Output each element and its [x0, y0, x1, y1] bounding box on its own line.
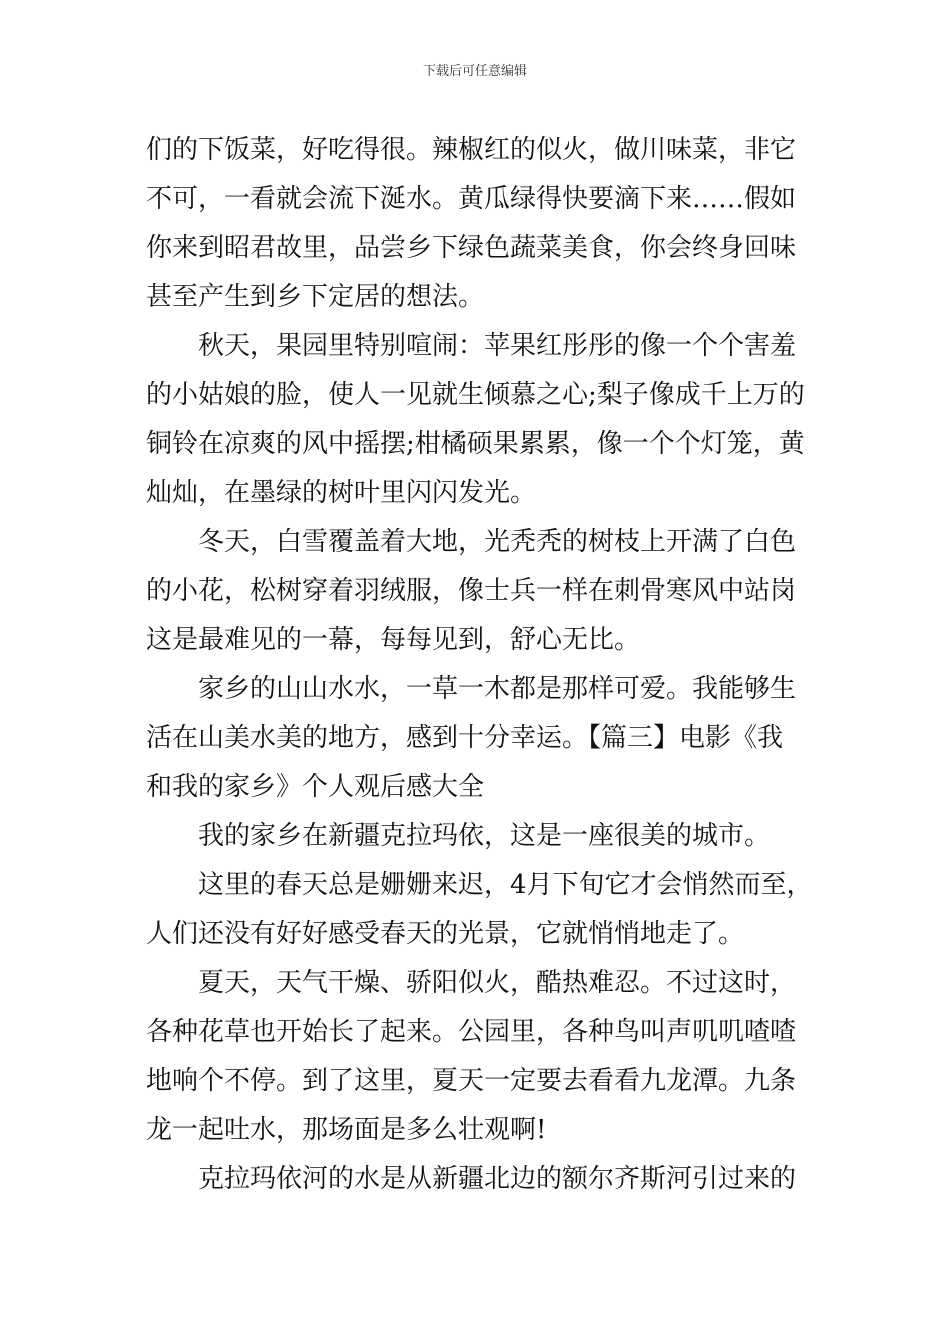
text-line-5: 秋天，果园里特别喧闹：苹果红彤彤的像一个个害羞 [198, 331, 797, 361]
text-line-20: 地响个不停。到了这里，夏天一定要去看看九龙潭。九条 [146, 1066, 797, 1096]
text-line-8: 灿灿，在墨绿的树叶里闪闪发光。 [146, 478, 537, 508]
document-body [146, 126, 813, 1204]
text-line-17: 人们还没有好好感受春天的光景，它就悄悄地走了。 [146, 919, 745, 949]
text-line-11: 这是最难见的一幕，每每见到，舒心无比。 [146, 625, 641, 655]
text-line-13: 活在山美水美的地方，感到十分幸运。【篇三】电影《我 [146, 723, 784, 753]
text-line-7: 铜铃在凉爽的风中摇摆;柑橘硕果累累，像一个个灯笼，黄 [146, 429, 805, 459]
text-line-2: 不可，一看就会流下涎水。黄瓜绿得快要滴下来……假如 [146, 184, 797, 214]
text-line-3: 你来到昭君故里，品尝乡下绿色蔬菜美食，你会终身回味 [146, 233, 797, 263]
text-line-1: 们的下饭菜，好吃得很。辣椒红的似火，做川味菜，非它 [146, 135, 797, 165]
text-line-22: 克拉玛依河的水是从新疆北边的额尔齐斯河引过来的 [198, 1164, 797, 1194]
text-line-21: 龙一起吐水，那场面是多么壮观啊! [146, 1115, 547, 1145]
text-line-15: 我的家乡在新疆克拉玛依，这是一座很美的城市。 [198, 821, 771, 851]
page-header: 下载后可任意编辑 [422, 64, 527, 79]
text-line-9: 冬天，白雪覆盖着大地，光秃秃的树枝上开满了白色 [198, 527, 797, 557]
text-line-6: 的小姑娘的脸，使人一见就生倾慕之心;梨子像成千上万的 [146, 380, 805, 410]
text-line-10: 的小花，松树穿着羽绒服，像士兵一样在刺骨寒风中站岗 [146, 576, 797, 606]
text-line-18: 夏天，天气干燥、骄阳似火，酷热难忍。不过这时， [198, 968, 797, 998]
text-line-14: 和我的家乡》个人观后感大全 [146, 772, 485, 802]
text-line-4: 甚至产生到乡下定居的想法。 [146, 282, 485, 312]
text-line-12: 家乡的山山水水，一草一木都是那样可爱。我能够生 [198, 674, 797, 704]
text-line-16: 这里的春天总是姗姗来迟，4月下旬它才会悄然而至， [198, 870, 813, 900]
text-line-19: 各种花草也开始长了起来。公园里，各种鸟叫声叽叽喳喳 [146, 1017, 797, 1047]
